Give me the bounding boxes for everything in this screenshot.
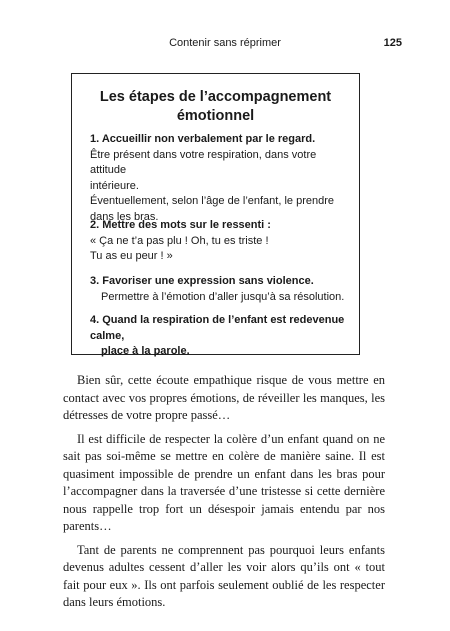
step-3-heading: 3. Favoriser une expression sans violence.	[90, 275, 314, 287]
body-text	[63, 372, 385, 618]
step-1-line-4: dans les bras.	[90, 210, 159, 223]
running-title: Contenir sans réprimer	[169, 37, 281, 49]
step-1	[90, 132, 352, 225]
step-2-heading: 2. Mettre des mots sur le ressenti :	[90, 219, 271, 231]
step-1-line-3: Éventuellement, selon l’âge de l’enfant, le prendre	[90, 195, 334, 207]
page-number: 125	[383, 37, 402, 49]
steps-box	[71, 73, 360, 355]
paragraph-3: Tant de parents ne comprennent pas pourquoi leurs enfants devenus adultes cessent d’aller les voir alors qu’ils ont « tout fait pour eux ». Ils ont parfois seulement oublié de les respecter dans leurs émotions.	[63, 542, 385, 609]
paragraph-2: Il est difficile de respecter la colère d’un enfant quand on ne sait pas soi-même se mettre en colère de manière saine. Il est quasiment impossible de prendre un enfant dans les bras pour l’accompagner dans la traversée d’une tristesse si cette dernière nous rappelle trop fort un désespoir jamais entendu par nos parents…	[63, 431, 385, 533]
box-title-line-1: Les étapes de l’accompagnement	[99, 89, 332, 105]
step-2	[90, 218, 352, 265]
step-4	[90, 313, 352, 360]
box-title	[72, 88, 359, 126]
step-4-heading-line-2: place à la parole.	[101, 345, 190, 357]
step-3	[90, 274, 352, 305]
step-3-line-1: Permettre à l’émotion d’aller jusqu’à sa résolution.	[101, 290, 345, 303]
box-title-line-2: émotionnel	[176, 108, 255, 124]
step-2-line-2: Tu as eu peur ! »	[90, 250, 173, 262]
step-1-heading: 1. Accueillir non verbalement par le regard.	[90, 133, 316, 145]
running-header	[0, 37, 450, 53]
paragraph-1: Bien sûr, cette écoute empathique risque de vous mettre en contact avec vos propres émotions, de réveiller les manques, les détresses de votre propre passé…	[63, 373, 385, 422]
step-2-line-1: « Ça ne t’a pas plu ! Oh, tu es triste !	[90, 234, 269, 247]
step-1-line-1: Être présent dans votre respiration, dans votre attitude	[90, 148, 317, 176]
step-1-line-2: intérieure.	[90, 179, 139, 192]
step-4-heading-line-1: 4. Quand la respiration de l’enfant est redevenue calme,	[90, 314, 345, 342]
